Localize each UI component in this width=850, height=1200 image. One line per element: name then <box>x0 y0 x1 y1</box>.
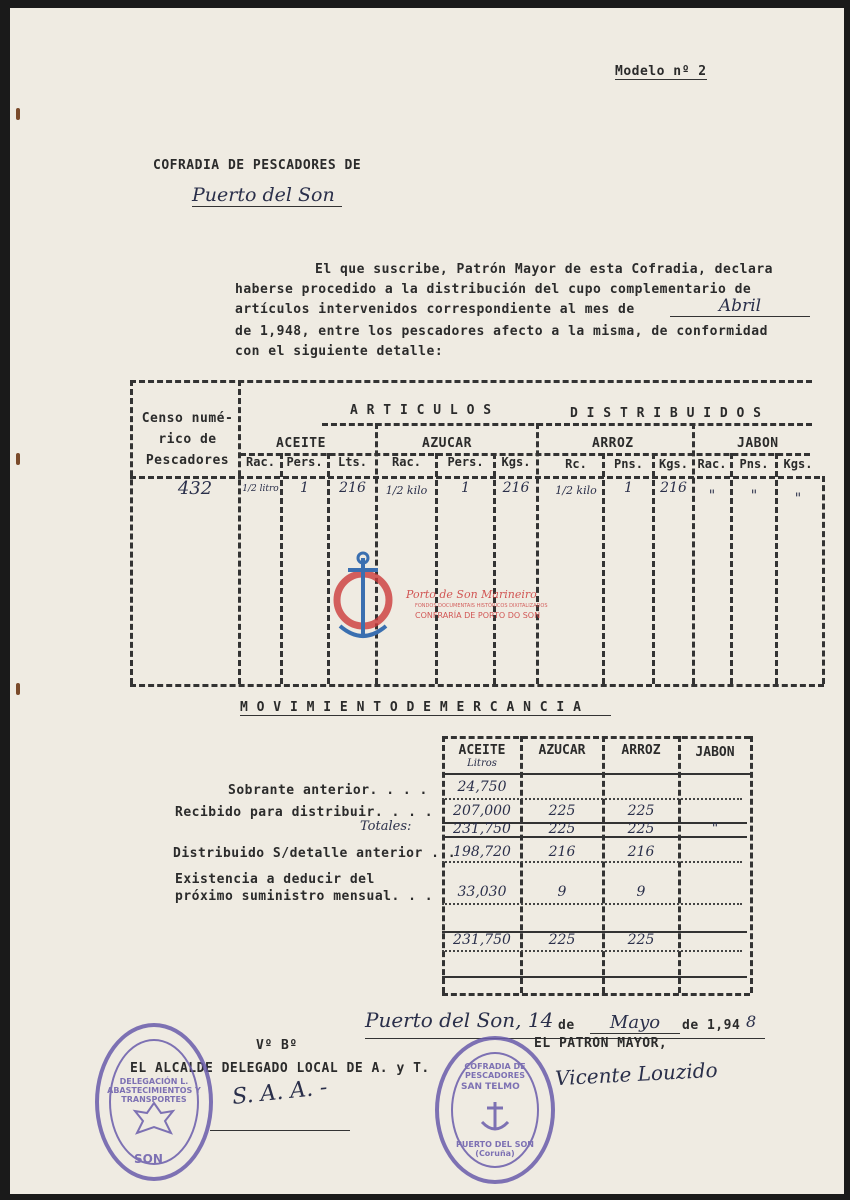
value-aceite: 33,030 <box>457 884 507 900</box>
visto-bueno: Vº Bº <box>256 1038 298 1053</box>
subhead: Rac. <box>246 455 275 469</box>
subhead: Lts. <box>338 455 367 469</box>
value-azucar: 9 <box>557 884 567 900</box>
subhead: Rac. <box>697 457 727 471</box>
censo-label: Pescadores <box>145 453 230 468</box>
row-label-totales: Totales: <box>360 819 412 834</box>
intro-line: con el siguiente detalle: <box>235 344 444 359</box>
anchor-logo-icon <box>328 550 398 645</box>
cell-value: 216 <box>660 480 687 496</box>
value-azucar: 216 <box>548 844 576 860</box>
cell-value: 1/2 kilo <box>385 484 428 497</box>
punch-hole <box>16 108 20 120</box>
value-jabon: " <box>711 821 719 837</box>
subhead: Pers. <box>286 455 323 469</box>
footer-place-handwritten: Puerto del Son, 14 <box>365 1008 554 1032</box>
subhead: Pers. <box>447 455 484 469</box>
value-aceite: 231,750 <box>453 932 511 948</box>
group-jabon: JABON <box>737 436 779 451</box>
movement-head: JABON <box>695 745 735 760</box>
value-aceite: 198,720 <box>453 844 511 860</box>
subhead: Rac. <box>392 455 421 469</box>
punch-hole <box>16 453 20 465</box>
value-arroz: 225 <box>627 932 655 948</box>
signature-right: Vicente Louzido <box>554 1057 719 1091</box>
cell-value: 1 <box>300 480 309 496</box>
subhead: Kgs. <box>783 457 813 471</box>
value-arroz: 9 <box>636 884 646 900</box>
movement-title: M O V I M I E N T O D E M E R C A N C I A <box>240 700 611 716</box>
stamp-right-bottom: PUERTO DEL SON (Coruña) <box>456 1140 534 1158</box>
watermark-sub: CONFRARÍA DE PORTO DO SON <box>415 611 541 620</box>
censo-label: Censo numé- <box>141 411 234 426</box>
value-arroz: 225 <box>627 803 655 819</box>
cell-value: " <box>750 488 758 504</box>
subhead: Kgs. <box>501 455 531 469</box>
cell-value: 1 <box>624 480 633 496</box>
group-aceite: ACEITE <box>276 436 326 451</box>
row-label-sobrante: Sobrante anterior. . . . <box>228 783 428 798</box>
footer-de: de <box>558 1018 575 1033</box>
month-handwritten: Abril <box>670 296 810 317</box>
eagle-emblem-icon <box>131 1099 177 1139</box>
value-azucar: 225 <box>548 821 576 837</box>
censo-value: 432 <box>177 478 213 499</box>
value-arroz: 225 <box>627 821 655 837</box>
movement-head: ARROZ <box>621 743 661 758</box>
intro-line: artículos intervenidos correspondiente al mes de <box>235 302 635 317</box>
censo-label: rico de <box>158 432 217 447</box>
value-azucar: 225 <box>548 803 576 819</box>
value-aceite: 24,750 <box>457 779 507 795</box>
aceite-unit: Litros <box>467 758 497 769</box>
subhead: Pns. <box>739 457 769 471</box>
stamp-left-bottom: SON <box>134 1152 163 1166</box>
row-label-distribuido: Distribuido S/detalle anterior . . <box>173 846 457 861</box>
value-arroz: 216 <box>627 844 655 860</box>
subhead: Rc. <box>565 457 587 471</box>
distribuidos-heading: D I S T R I B U I D O S <box>570 406 762 421</box>
watermark-sub: FONDOS DOCUMENTAIS HISTÓRICOS DIXITALIZADOS <box>415 603 548 609</box>
cell-value: 216 <box>502 480 530 496</box>
group-arroz: ARROZ <box>592 436 634 451</box>
movement-head: AZUCAR <box>538 743 586 758</box>
group-azucar: AZUCAR <box>422 436 472 451</box>
anchor-emblem-icon <box>477 1098 513 1134</box>
footer-month-handwritten: Mayo <box>590 1012 680 1034</box>
punch-hole <box>16 683 20 695</box>
document-page <box>10 8 844 1194</box>
subhead: Kgs. <box>659 457 688 471</box>
value-aceite: 207,000 <box>453 803 511 819</box>
cell-value: 1/2 litro <box>242 484 279 494</box>
stamp-delegacion <box>95 1023 213 1181</box>
movement-head: ACEITE <box>458 743 506 758</box>
value-aceite: 231,750 <box>453 821 511 837</box>
stamp-right-mid: SAN TELMO <box>461 1082 520 1092</box>
cell-value: 1/2 kilo <box>555 484 597 497</box>
subhead: Pns. <box>614 457 643 471</box>
alcalde-label: EL ALCALDE DELEGADO LOCAL DE A. y T. <box>130 1061 430 1076</box>
stamp-right-top: COFRADIA DE PESCADORES <box>464 1062 526 1080</box>
cell-value: 1 <box>461 480 470 496</box>
stamp-cofradia <box>435 1036 555 1184</box>
signature-left: S. A. A. - <box>230 1075 329 1110</box>
intro-line: de 1,948, entre los pescadores afecto a la misma, de conformidad <box>235 324 768 339</box>
row-label-existencia: Existencia a deducir del <box>175 872 375 887</box>
cell-value: " <box>794 491 802 507</box>
patron-mayor-label: EL PATRON MAYOR, <box>534 1036 668 1051</box>
stamp-left-text: DELEGACIÓN L. ABASTECIMIENTOS Y TRANSPORTES <box>107 1077 201 1104</box>
place-handwritten: Puerto del Son <box>192 184 342 207</box>
row-label-existencia: próximo suministro mensual. . . <box>175 889 434 904</box>
footer-year-prefix: de 1,94 <box>682 1018 741 1033</box>
intro-line: haberse procedido a la distribución del cupo complementario de <box>235 282 752 297</box>
articulos-heading: A R T I C U L O S <box>350 403 492 418</box>
watermark-title: Porto de Son Marineiro <box>406 588 537 601</box>
value-azucar: 225 <box>548 932 576 948</box>
intro-line: El que suscribe, Patrón Mayor de esta Cofradia, declara <box>315 262 773 277</box>
cell-value: " <box>708 488 716 504</box>
footer-year-digit: 8 <box>746 1012 757 1031</box>
row-label-recibido: Recibido para distribuir. . . . <box>175 805 434 820</box>
model-number: Modelo nº 2 <box>615 64 707 79</box>
cofradia-heading: COFRADIA DE PESCADORES DE <box>153 158 362 173</box>
cell-value: 216 <box>339 480 366 496</box>
